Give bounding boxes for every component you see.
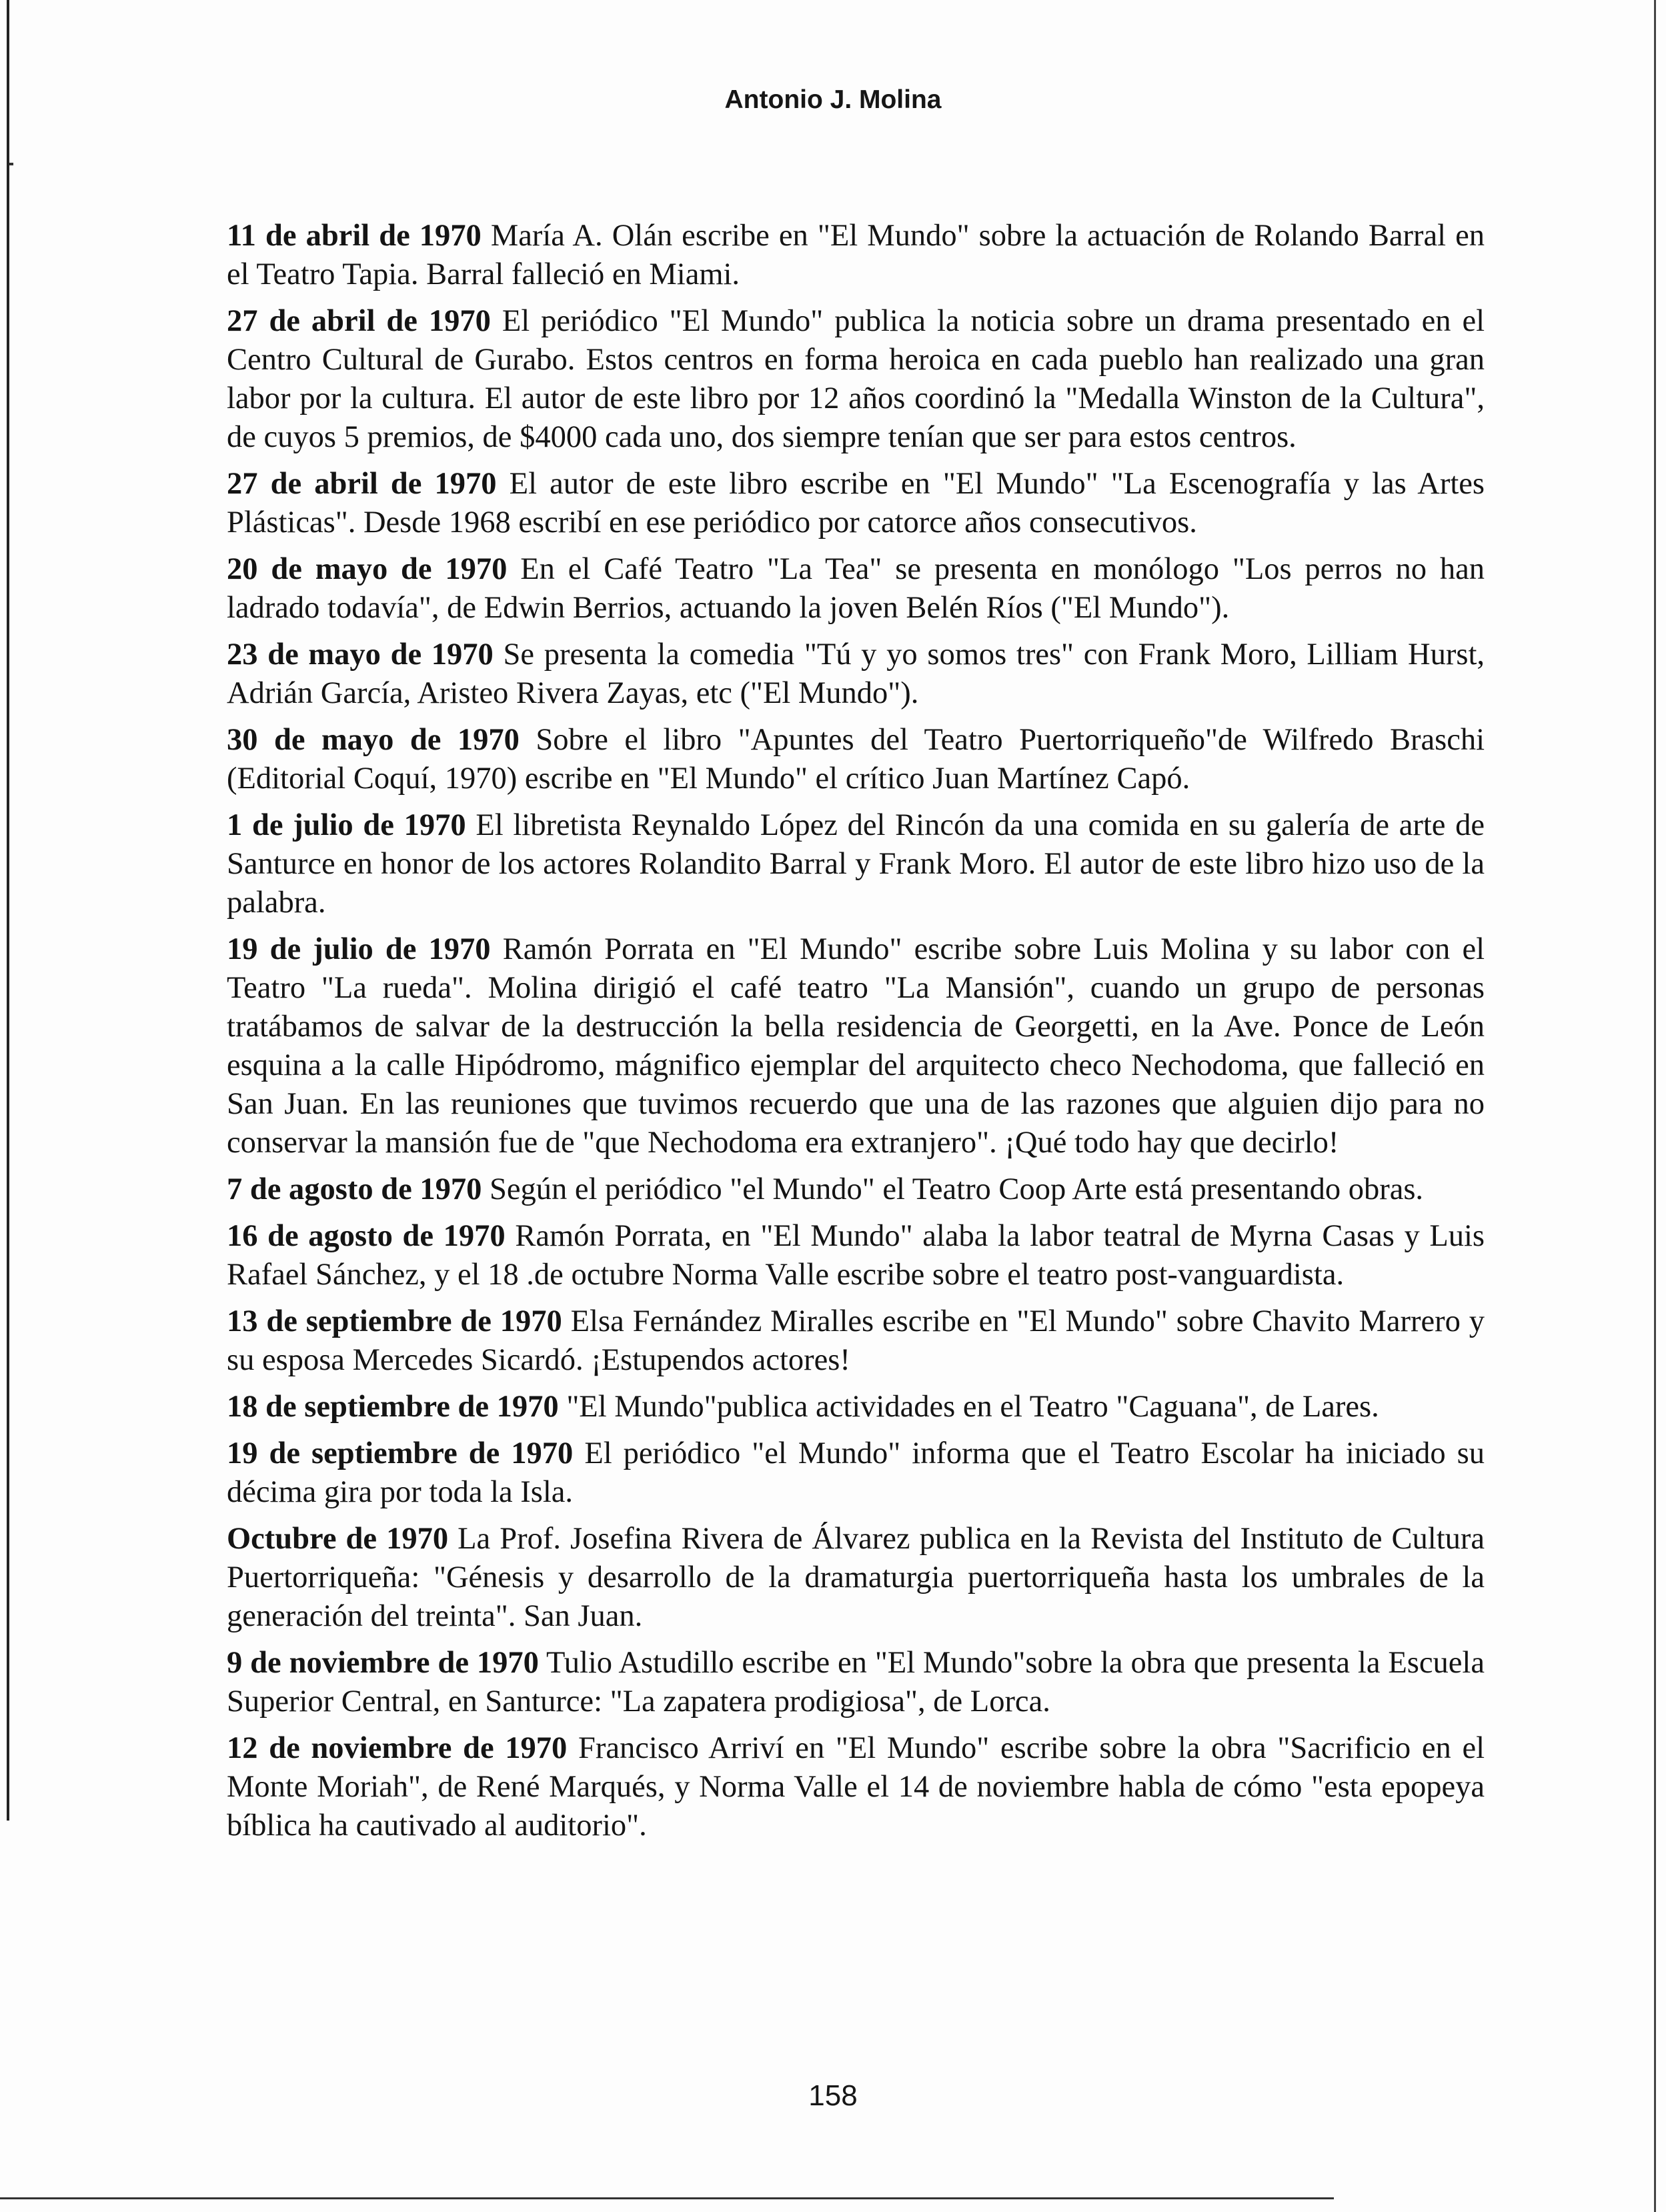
chronology-entry [227, 636, 1485, 713]
entry-text: Francisco Arriví en "El Mundo" escribe sobre la obra "Sacrificio en el Monte Moriah", de René Marqués, y Norma Valle el 14 de noviembre habla de cómo "esta epopeya bíblica ha cautivado al auditorio". [227, 1731, 1485, 1843]
entry-date: 20 de mayo de 1970 [227, 552, 508, 586]
entry-text: El periódico "El Mundo" publica la noticia sobre un drama presentado en el Centro Cultural de Gurabo. Estos centros en forma heroica en cada pueblo han realizado una gran labor por la cultura. El autor de este libro por 12 años coordinó la "Medalla Winston de la Cultura", de cuyos 5 premios, de $4000 cada uno, dos siempre tenían que ser para estos centros. [227, 304, 1485, 454]
entry-text: María A. Olán escribe en "El Mundo" sobre la actuación de Rolando Barral en el Teatro Tapia. Barral falleció en Miami. [227, 219, 1485, 291]
page-number: 158 [808, 2079, 858, 2112]
chronology-entry [227, 1217, 1485, 1294]
scan-bottom-rule [0, 2197, 1334, 2199]
chronology-body [227, 217, 1485, 1853]
entry-date: 23 de mayo de 1970 [227, 638, 494, 672]
scan-edge-mark [9, 163, 13, 165]
entry-date: 7 de agosto de 1970 [227, 1172, 482, 1206]
entry-text: El periódico "el Mundo" informa que el Teatro Escolar ha iniciado su décima gira por toda la Isla. [227, 1436, 1485, 1509]
entry-text: "El Mundo"publica actividades en el Teatro "Caguana", de Lares. [566, 1390, 1379, 1424]
entry-date: 13 de septiembre de 1970 [227, 1304, 562, 1338]
chronology-entry [227, 550, 1485, 628]
entry-date: 30 de mayo de 1970 [227, 723, 520, 757]
entry-text: Ramón Porrata, en "El Mundo" alaba la labor teatral de Myrna Casas y Luis Rafael Sánchez, y el 18 .de octubre Norma Valle escribe sobre el teatro post-vanguardista. [227, 1219, 1485, 1292]
scan-left-edge [7, 0, 9, 1821]
entry-date: Octubre de 1970 [227, 1522, 449, 1556]
entry-date: 11 de abril de 1970 [227, 219, 482, 253]
chronology-entry [227, 930, 1485, 1162]
chronology-entry [227, 721, 1485, 798]
entry-date: 27 de abril de 1970 [227, 304, 491, 338]
entry-text: Tulio Astudillo escribe en "El Mundo"sobre la obra que presenta la Escuela Superior Central, en Santurce: "La zapatera prodigiosa", de Lorca. [227, 1646, 1485, 1719]
chronology-entry [227, 1434, 1485, 1512]
entry-text: Según el periódico "el Mundo" el Teatro Coop Arte está presentando obras. [489, 1172, 1424, 1206]
entry-date: 27 de abril de 1970 [227, 467, 497, 501]
entry-date: 12 de noviembre de 1970 [227, 1731, 568, 1765]
entry-text: En el Café Teatro "La Tea" se presenta en monólogo "Los perros no han ladrado todavía", de Edwin Berrios, actuando la joven Belén Ríos ("El Mundo"). [227, 552, 1485, 625]
chronology-entry [227, 1644, 1485, 1721]
chronology-entry [227, 1388, 1485, 1426]
entry-text: Se presenta la comedia "Tú y yo somos tres" con Frank Moro, Lilliam Hurst, Adrián García, Aristeo Rivera Zayas, etc ("El Mundo"). [227, 638, 1485, 710]
entry-text: Sobre el libro "Apuntes del Teatro Puertorriqueño"de Wilfredo Braschi (Editorial Coquí, 1970) escribe en "El Mundo" el crítico Juan Martínez Capó. [227, 723, 1485, 796]
entry-text: La Prof. Josefina Rivera de Álvarez publica en la Revista del Instituto de Cultura Puertorriqueña: "Génesis y desarrollo de la dramaturgia puertorriqueña hasta los umbrales de la generación del treinta". San Juan. [227, 1522, 1485, 1633]
entry-text: El autor de este libro escribe en "El Mundo" "La Escenografía y las Artes Plásticas". Desde 1968 escribí en ese periódico por catorce años consecutivos. [227, 467, 1485, 539]
entry-date: 19 de septiembre de 1970 [227, 1436, 574, 1470]
chronology-entry [227, 465, 1485, 542]
entry-date: 18 de septiembre de 1970 [227, 1390, 559, 1424]
entry-date: 19 de julio de 1970 [227, 932, 491, 966]
entry-date: 9 de noviembre de 1970 [227, 1646, 539, 1680]
chronology-entry [227, 1170, 1485, 1209]
chronology-entry [227, 302, 1485, 457]
entry-date: 1 de julio de 1970 [227, 808, 466, 842]
chronology-entry [227, 1520, 1485, 1636]
entry-text: El libretista Reynaldo López del Rincón da una comida en su galería de arte de Santurce en honor de los actores Rolandito Barral y Frank Moro. El autor de este libro hizo uso de la palabra. [227, 808, 1485, 920]
chronology-entry [227, 1302, 1485, 1380]
entry-text: Elsa Fernández Miralles escribe en "El Mundo" sobre Chavito Marrero y su esposa Mercedes Sicardó. ¡Estupendos actores! [227, 1304, 1485, 1377]
entry-date: 16 de agosto de 1970 [227, 1219, 506, 1253]
running-header-author: Antonio J. Molina [724, 85, 942, 114]
chronology-entry [227, 1729, 1485, 1845]
entry-text: Ramón Porrata en "El Mundo" escribe sobre Luis Molina y su labor con el Teatro "La rueda". Molina dirigió el café teatro "La Mansión", cuando un grupo de personas tratábamos de salvar de la destrucción la bella residencia de Georgetti, en la Ave. Ponce de León esquina a la calle Hipódromo, mágnifico ejemplar del arquitecto checo Nechodoma, que falleció en San Juan. En las reuniones que tuvimos recuerdo que una de las razones que alguien dijo para no conservar la mansión fue de "que Nechodoma era extranjero". ¡Qué todo hay que decirlo! [227, 932, 1485, 1160]
chronology-entry [227, 806, 1485, 922]
scan-right-edge [1654, 0, 1656, 2212]
chronology-entry [227, 217, 1485, 294]
